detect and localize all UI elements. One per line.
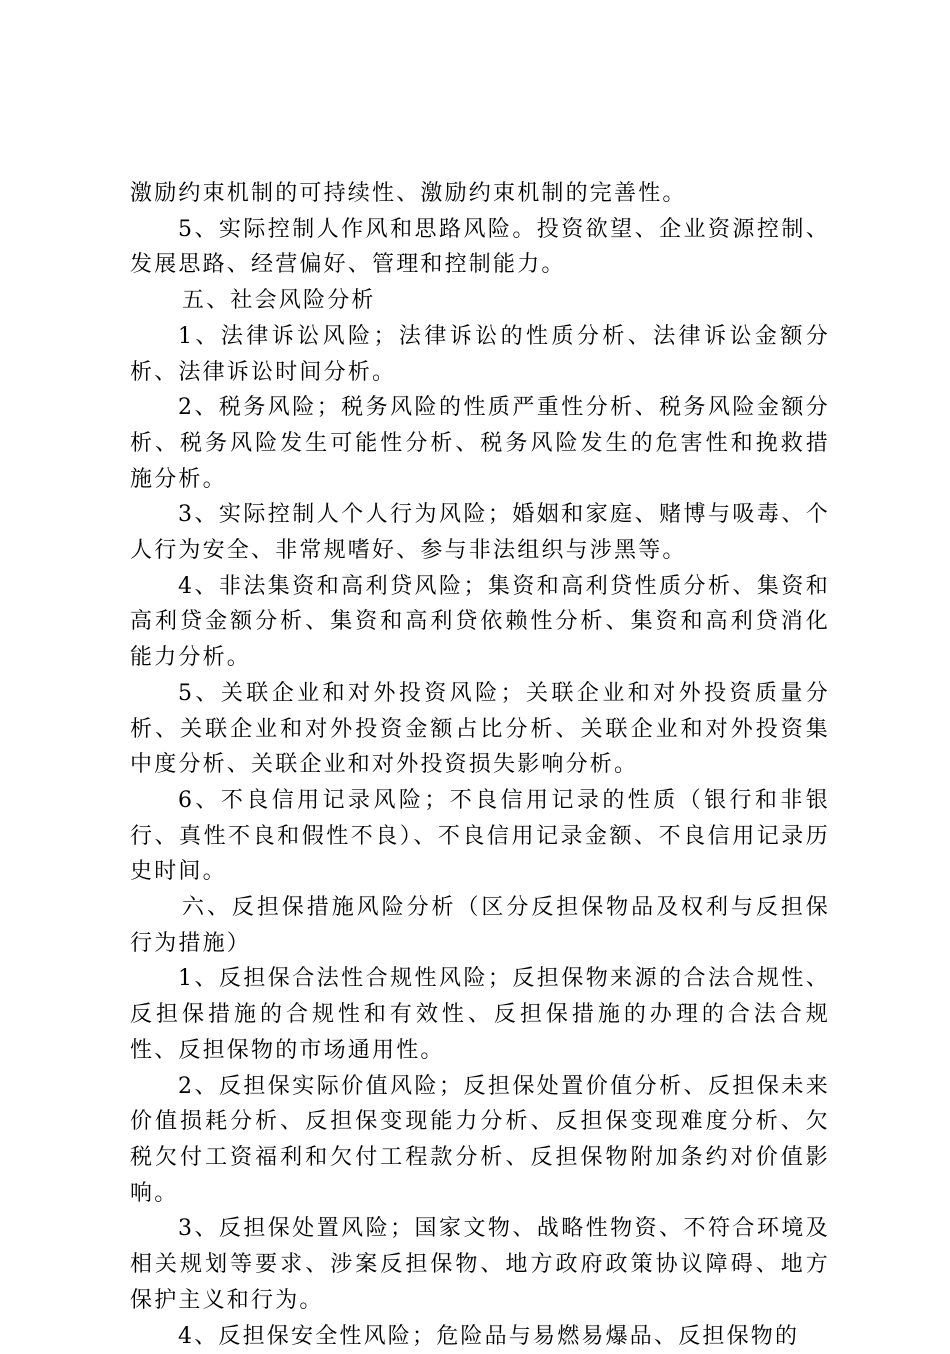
paragraph-item-2-actual-value-risk: 2、反担保实际价值风险；反担保处置价值分析、反担保未来价值损耗分析、反担保变现能力分析、反担保变现难度分析、欠税欠付工资福利和欠付工程款分析、反担保物附加条约对价值影响。 (130, 1069, 830, 1212)
paragraph-item-1-litigation-risk: 1、法律诉讼风险；法律诉讼的性质分析、法律诉讼金额分析、法律诉讼时间分析。 (130, 319, 830, 390)
paragraph-item-5-controller-style-risk: 5、实际控制人作风和思路风险。投资欲望、企业资源控制、发展思路、经营偏好、管理和控制能力。 (130, 212, 830, 283)
paragraph-item-6-bad-credit-risk: 6、不良信用记录风险；不良信用记录的性质（银行和非银行、真性不良和假性不良）、不良信用记录金额、不良信用记录历史时间。 (130, 783, 830, 890)
section-heading-counter-guarantee-risk: 六、反担保措施风险分析（区分反担保物品及权利与反担保行为措施） (130, 890, 830, 961)
section-heading-social-risk: 五、社会风险分析 (130, 283, 830, 319)
paragraph-item-4-illegal-fundraising-risk: 4、非法集资和高利贷风险；集资和高利贷性质分析、集资和高利贷金额分析、集资和高利贷依赖性分析、集资和高利贷消化能力分析。 (130, 569, 830, 676)
paragraph-item-5-affiliate-investment-risk: 5、关联企业和对外投资风险；关联企业和对外投资质量分析、关联企业和对外投资金额占比分析、关联企业和对外投资集中度分析、关联企业和对外投资损失影响分析。 (130, 676, 830, 783)
paragraph-continuation: 激励约束机制的可持续性、激励约束机制的完善性。 (130, 176, 830, 212)
paragraph-item-2-tax-risk: 2、税务风险；税务风险的性质严重性分析、税务风险金额分析、税务风险发生可能性分析、税务风险发生的危害性和挽救措施分析。 (130, 390, 830, 497)
document-body (130, 176, 830, 1354)
paragraph-item-3-disposal-risk: 3、反担保处置风险；国家文物、战略性物资、不符合环境及相关规划等要求、涉案反担保物、地方政府政策协议障碍、地方保护主义和行为。 (130, 1211, 830, 1318)
paragraph-item-3-personal-behavior-risk: 3、实际控制人个人行为风险；婚姻和家庭、赌博与吸毒、个人行为安全、非常规嗜好、参与非法组织与涉黑等。 (130, 497, 830, 568)
paragraph-item-1-compliance-risk: 1、反担保合法性合规性风险；反担保物来源的合法合规性、反担保措施的合规性和有效性、反担保措施的办理的合法合规性、反担保物的市场通用性。 (130, 961, 830, 1068)
paragraph-item-4-safety-risk: 4、反担保安全性风险；危险品与易燃易爆品、反担保物的 (130, 1319, 830, 1354)
